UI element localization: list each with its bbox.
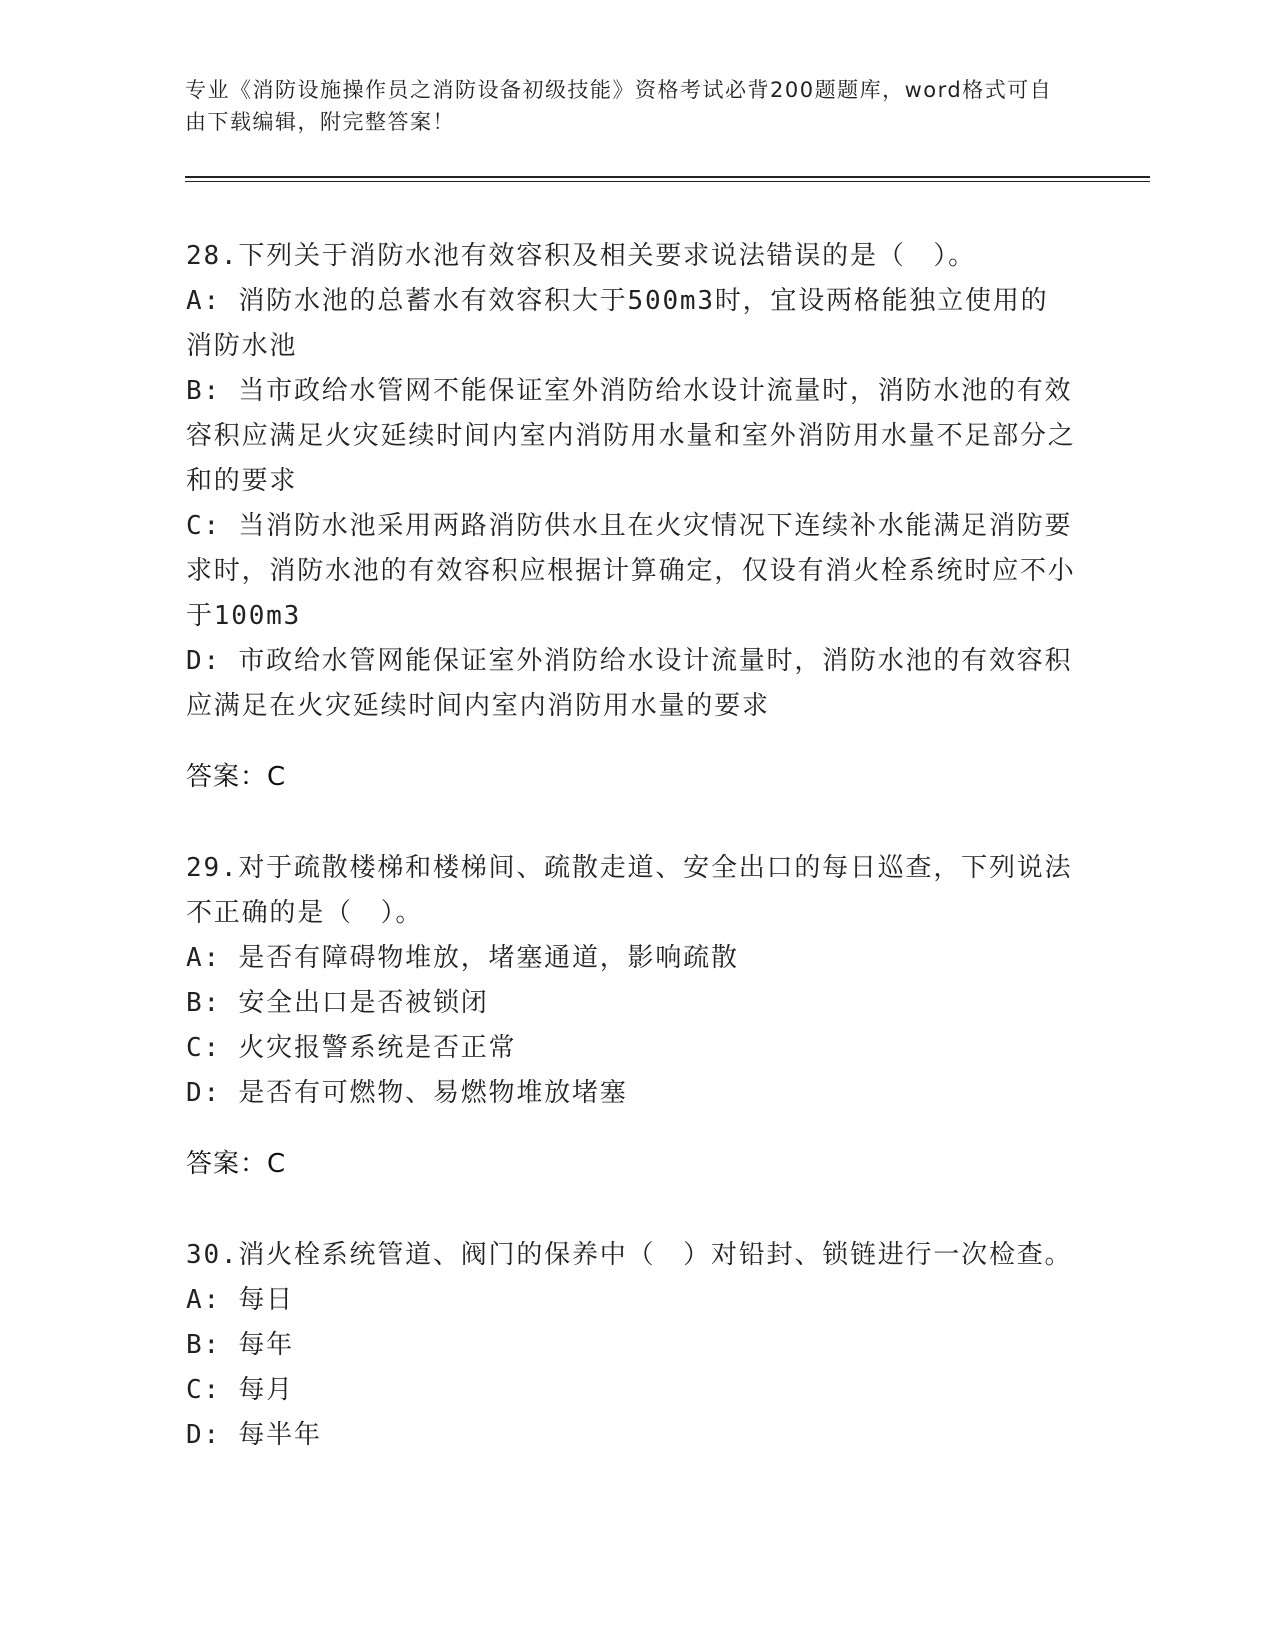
question-stem: 28.下列关于消防水池有效容积及相关要求说法错误的是（ ）。 xyxy=(186,241,976,271)
option-d: D: 是否有可燃物、易燃物堆放堵塞 xyxy=(186,1078,628,1108)
question-30 xyxy=(186,1233,1076,1458)
option-c: C: 当消防水池采用两路消防供水且在火灾情况下连续补水能满足消防要求时，消防水池的有效容积应根据计算确定，仅设有消火栓系统时应不小于100m3 xyxy=(186,511,1076,631)
option-b: B: 安全出口是否被锁闭 xyxy=(186,988,489,1018)
option-d: D: 每半年 xyxy=(186,1420,322,1450)
option-c: C: 火灾报警系统是否正常 xyxy=(186,1033,517,1063)
answer-label: 答案：C xyxy=(186,1149,287,1179)
option-a: A: 每日 xyxy=(186,1285,294,1315)
header-rule-thin xyxy=(185,181,1150,182)
option-a: A: 消防水池的总蓄水有效容积大于500m3时，宜设两格能独立使用的消防水池 xyxy=(186,286,1049,361)
question-28 xyxy=(186,234,1076,800)
question-list xyxy=(186,234,1076,1504)
option-b: B: 当市政给水管网不能保证室外消防给水设计流量时，消防水池的有效容积应满足火灾延续时间内室内消防用水量和室外消防用水量不足部分之和的要求 xyxy=(186,376,1076,496)
question-29 xyxy=(186,846,1076,1187)
question-stem: 30.消火栓系统管道、阀门的保养中（ ）对铅封、锁链进行一次检查。 xyxy=(186,1240,1073,1270)
option-c: C: 每月 xyxy=(186,1375,294,1405)
answer-label: 答案：C xyxy=(186,762,287,792)
option-d: D: 市政给水管网能保证室外消防给水设计流量时，消防水池的有效容积应满足在火灾延续时间内室内消防用水量的要求 xyxy=(186,646,1073,721)
question-stem: 29.对于疏散楼梯和楼梯间、疏散走道、安全出口的每日巡查，下列说法不正确的是（ ）。 xyxy=(186,853,1073,928)
option-a: A: 是否有障碍物堆放，堵塞通道，影响疏散 xyxy=(186,943,739,973)
document-header: 专业《消防设施操作员之消防设备初级技能》资格考试必背200题题库，word格式可自由下载编辑，附完整答案！ xyxy=(185,78,1053,134)
header-rule-thick xyxy=(185,176,1150,178)
option-b: B: 每年 xyxy=(186,1330,294,1360)
